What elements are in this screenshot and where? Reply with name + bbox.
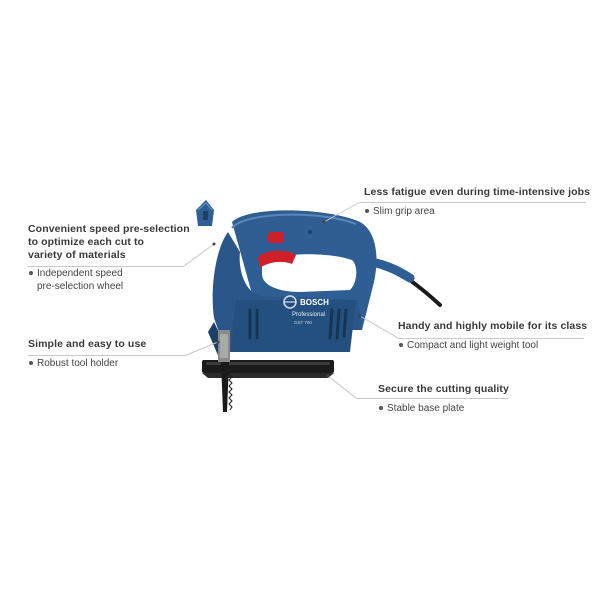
callout-secure-cutting xyxy=(378,383,588,415)
callout-simple xyxy=(28,338,203,370)
callout-bullet: Slim grip area xyxy=(364,205,594,218)
callout-title: Convenient speed pre-selection to optimize each cut to variety of materials xyxy=(28,223,190,261)
divider-line xyxy=(360,202,586,203)
callout-title: Less fatigue even during time-intensive jobs xyxy=(364,186,591,198)
divider-line xyxy=(356,398,508,399)
tool-body xyxy=(208,210,376,360)
callout-bullet: Compact and light weight tool xyxy=(398,339,593,352)
callout-bullet: Robust tool holder xyxy=(28,357,203,370)
brand-text: BOSCH xyxy=(300,298,329,307)
callout-handy-mobile xyxy=(398,320,593,352)
callout-speed-preselection xyxy=(28,223,203,293)
callout-title: Handy and highly mobile for its class xyxy=(398,320,588,332)
model-text: GST 700 xyxy=(294,320,312,325)
divider-line xyxy=(398,338,584,339)
line-text: Professional xyxy=(292,312,326,318)
divider-line xyxy=(28,355,184,356)
callout-title: Simple and easy to use xyxy=(28,338,147,350)
callout-title: Secure the cutting quality xyxy=(378,383,509,395)
callout-bullet: Stable base plate xyxy=(378,402,588,415)
callout-bullet: Independent speed pre-selection wheel xyxy=(28,267,203,293)
divider-line xyxy=(28,266,184,267)
